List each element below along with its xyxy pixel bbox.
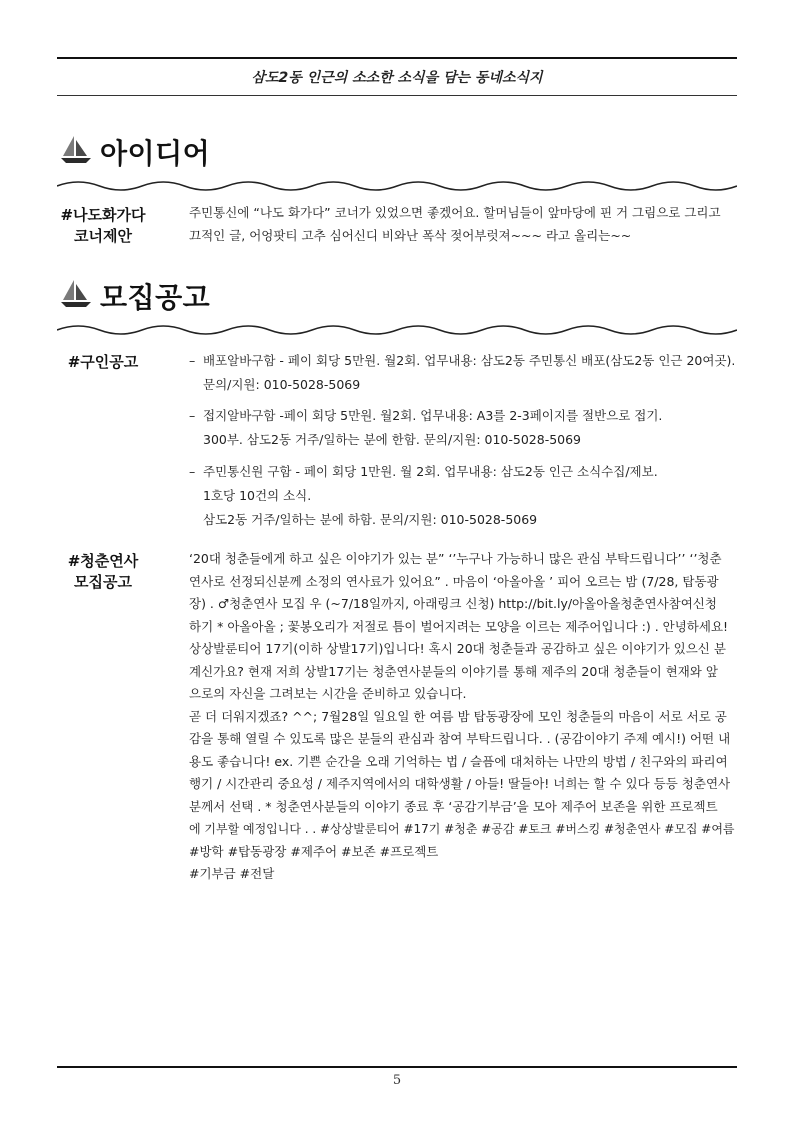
text-line: 연사로 선정되신분께 소정의 연사료가 있어요” . 마음이 ‘아올아올 ’ 피어 오르는 밤 (7/28, 탑동광 — [189, 573, 719, 589]
text-line: #기부금 #전달 — [189, 866, 275, 881]
job-item-folding — [189, 404, 739, 452]
sailboat-icon — [60, 134, 92, 164]
text-line: 곧 더 더워지겠죠? ^^; 7월28일 일요일 한 여름 밤 탑동광장에 모인 청춘들의 마음이 서로 서로 공 — [189, 708, 727, 724]
text-line: 분께서 선택 . * 청춘연사분들의 이야기 종료 후 ‘공감기부금’을 모아 제주어 보존을 위한 프로젝트 — [189, 798, 718, 814]
text-line: #방학 #탑동광장 #제주어 #보존 #프로젝트 — [189, 843, 439, 859]
text-line: 상상발룬티어 17기(이하 상발17기)입니다! 혹시 20대 청춘들과 공감하고 싶은 이야기가 있으신 분 — [189, 641, 726, 656]
text-line: – 배포알바구함 - 페이 회당 5만원. 월2회. 업무내용: 삼도2동 주민통신 배포(삼도2동 인근 20여곳). — [189, 349, 739, 373]
text-line: 으로의 자신을 그려보는 시간을 준비하고 있습니다. — [189, 686, 467, 701]
text-line: 하기 * 아올아올 ; 꽃봉오리가 저절로 틈이 벌어지려는 모양을 이르는 제주어입니다 :) . 안녕하세요! — [189, 618, 729, 634]
sailboat-icon — [60, 278, 92, 308]
text-line: 주민통신에 “나도 화가다” 코너가 있었으면 좋겠어요. 할머님들이 앞마당에 핀 거 그림으로 그리고 — [189, 205, 721, 220]
text-line: 에 기부할 예정입니다 . . #상상발룬티어 #17기 #청춘 #공감 #토크 #버스킹 #청춘연사 #모집 #여름 — [189, 822, 735, 836]
text-line: 삼도2동 거주/일하는 분에 하함. 문의/지원: 010-5028-5069 — [203, 512, 538, 527]
text-line: 끄적인 글, 어엉팟티 고추 심어신디 비와난 폭삭 젖어부럿져~~~ 라고 올리는~~ — [189, 227, 632, 243]
entry-label-job-posting — [57, 352, 149, 373]
text-line: 행기 / 시간관리 중요성 / 제주지역에서의 대학생활 / 아들! 딸들아! 너희는 할 수 있다 등등 청춘연사 — [189, 776, 731, 791]
entry-label-youth-speaker — [57, 551, 149, 593]
label-line: #구인공고 — [67, 353, 139, 371]
section-title: 아이디어 — [100, 137, 211, 170]
entry-label-painter-corner — [57, 205, 149, 247]
text-line: – 주민통신원 구함 - 페이 회당 1만원. 월 2회. 업무내용: 삼도2동 인근 소식수집/제보. — [189, 460, 739, 484]
job-item-correspondent — [189, 460, 739, 532]
label-line: #청춘연사 — [67, 552, 139, 570]
text-line: 문의/지원: 010-5028-5069 — [203, 377, 361, 392]
text-line: 용도 좋습니다! ex. 기쁜 순간을 오래 기억하는 법 / 슬픔에 대처하는 나만의 방법 / 친구와의 파리여 — [189, 753, 728, 769]
entry-body-youth-speaker — [189, 548, 735, 886]
text-line: 1호당 10건의 소식. — [203, 488, 312, 503]
job-item-distribution — [189, 349, 739, 397]
text-line: 감을 통해 열릴 수 있도록 많은 분들의 관심과 참여 부탁드립니다. . (공감이야기 주제 예시!) 어떤 내 — [189, 731, 731, 746]
label-line: #나도화가다 — [60, 206, 146, 224]
text-line: ‘20대 청춘들에게 하고 싶은 이야기가 있는 분” ‘’누구나 가능하니 많은 관심 부탁드립니다’’ ‘’청춘 — [189, 551, 722, 566]
wave-divider — [57, 322, 737, 338]
text-line: 장) . ♂청춘연사 모집 우 (~7/18일까지, 아래링크 신청) http://bit.ly/아올아올청춘연사참여신청 — [189, 596, 717, 611]
label-line: 코너제안 — [74, 227, 132, 245]
header-divider — [57, 95, 737, 96]
text-line: 계신가요? 현재 저희 상발17기는 청춘연사분들의 이야기를 통해 제주의 20대 청춘들이 현재와 앞 — [189, 663, 718, 679]
top-rule — [57, 57, 737, 59]
newsletter-header-title: 삼도2동 인근의 소소한 소식을 담는 동네소식지 — [251, 70, 543, 86]
section-title: 모집공고 — [100, 281, 211, 314]
wave-divider — [57, 178, 737, 194]
text-line: – 접지알바구함 -페이 회당 5만원. 월2회. 업무내용: A3를 2-3페이지를 절반으로 접기. — [189, 404, 739, 428]
text-line: 300부. 삼도2동 거주/일하는 분에 한함. 문의/지원: 010-5028-5069 — [203, 432, 582, 447]
entry-body-painter-corner — [189, 202, 735, 247]
bottom-rule — [57, 1066, 737, 1068]
page-number: 5 — [392, 1073, 402, 1088]
label-line: 모집공고 — [74, 573, 132, 591]
